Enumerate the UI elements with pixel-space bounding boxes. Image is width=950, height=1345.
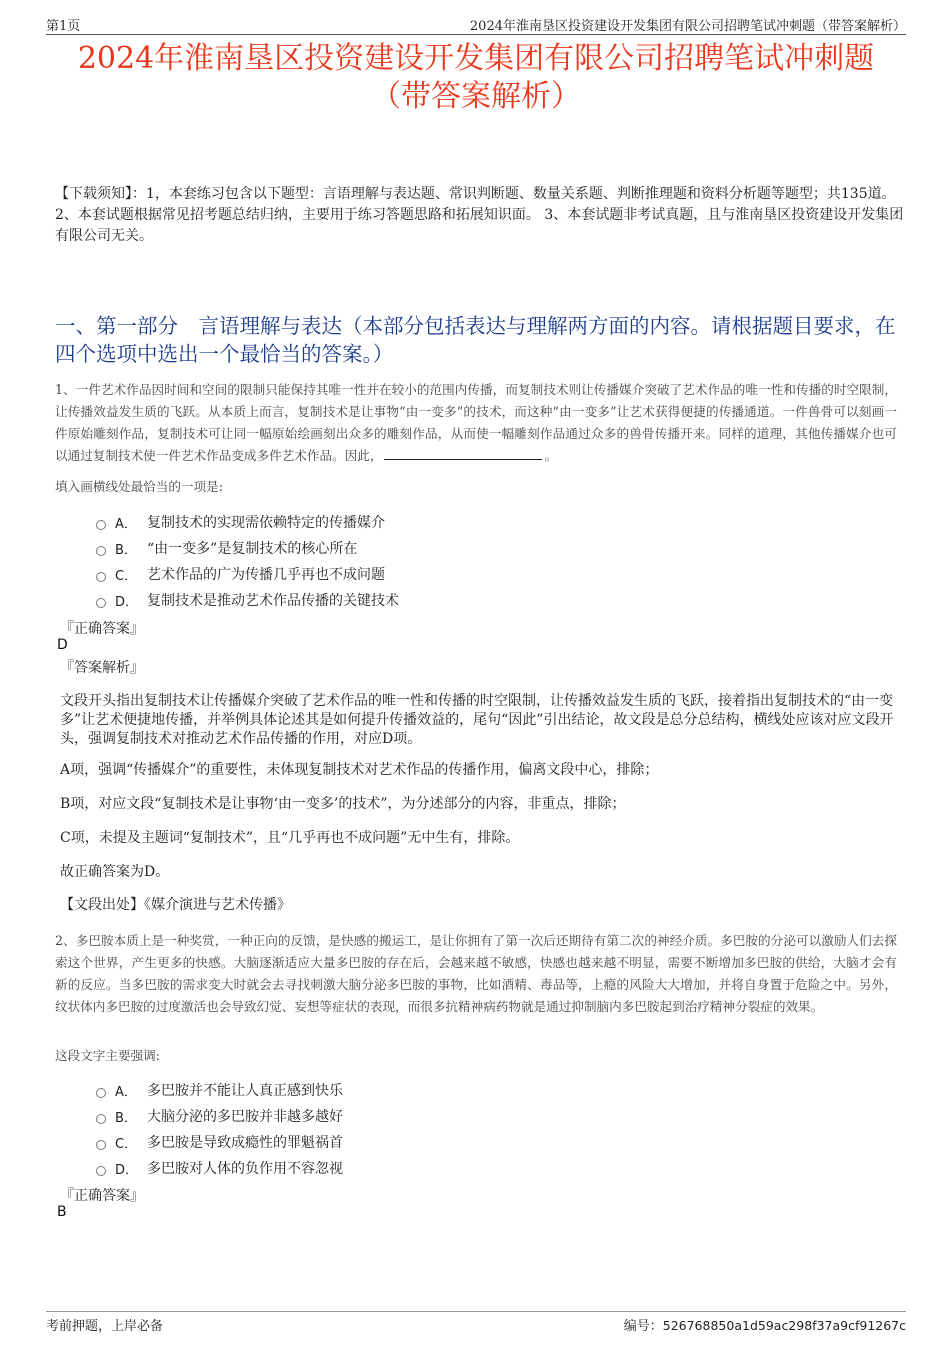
- answer-label: 『正确答案』: [60, 621, 144, 637]
- answer-label: 『正确答案』: [60, 1188, 144, 1204]
- footer-slogan: 考前押题，上岸必备: [46, 1319, 164, 1334]
- page-header: [46, 14, 906, 35]
- header-doc-title: 2024年淮南垦区投资建设开发集团有限公司招聘笔试冲刺题（带答案解析）: [469, 19, 906, 34]
- question-2-stem: 2、多巴胺本质上是一种奖赏，一种正向的反馈，是快感的搬运工，是让你拥有了第一次后还期待有第二次的神经介质。多巴胺的分泌可以激励人们去探索这个世界，产生更多的快感。大脑逐渐适应大量多巴胺的存在后，会越来越不敏感，快感也越来越不明显，需要不断增加多巴胺的供给，大脑才会有新的反应。当多巴胺的需求变大时就会去寻找刺激大脑分泌多巴胺的事物，比如酒精、毒品等，上瘾的风险大大增加，并将自身置于危险之中。另外，纹状体内多巴胺的过度激活也会导致幻觉、妄想等症状的表现，而很多抗精神病药物就是通过抑制脑内多巴胺起到治疗精神分裂症的效果。: [55, 933, 897, 1014]
- radio-icon[interactable]: [96, 598, 106, 608]
- source-citation: 【文段出处】《媒介演进与艺术传播》: [60, 897, 291, 913]
- radio-icon[interactable]: [96, 1166, 106, 1176]
- radio-icon[interactable]: [96, 1140, 106, 1150]
- answer-value: B: [57, 1204, 67, 1220]
- document-title: [46, 40, 906, 116]
- radio-icon[interactable]: [96, 572, 106, 582]
- option-a[interactable]: A． 多巴胺并不能让人真正感到快乐: [96, 1077, 696, 1103]
- page-number: 第1页: [46, 19, 81, 34]
- analysis-paragraph: 文段开头指出复制技术让传播媒介突破了艺术作品的唯一性和传播的时空限制，让传播效益发生质的飞跃，接着指出复制技术的“由一变多”让艺术便捷地传播，并举例具体论述其是如何提升传播效益的，尾句“因此”引出结论，故文段是总分总结构，横线处应该对应文段开头，强调复制技术对推动艺术作品传播的作用，对应D项。: [60, 693, 894, 747]
- fill-blank: [384, 447, 542, 460]
- option-d[interactable]: D． 多巴胺对人体的负作用不容忽视: [96, 1155, 696, 1181]
- title-line-2: （带答案解析）: [371, 79, 581, 114]
- radio-icon[interactable]: [96, 546, 106, 556]
- radio-icon[interactable]: [96, 520, 106, 530]
- analysis-label: 『答案解析』: [60, 660, 144, 676]
- option-c[interactable]: C． 多巴胺是导致成瘾性的罪魁祸首: [96, 1129, 696, 1155]
- analysis-paragraph: 故正确答案为D。: [60, 864, 170, 880]
- radio-icon[interactable]: [96, 1114, 106, 1124]
- title-line-1: 2024年淮南垦区投资建设开发集团有限公司招聘笔试冲刺题: [77, 41, 875, 76]
- question-1-options: [96, 509, 696, 613]
- option-b[interactable]: B． “由一变多”是复制技术的核心所在: [96, 535, 696, 561]
- question-1-prompt: 填入画横线处最恰当的一项是:: [55, 479, 223, 494]
- section-heading: 一、第一部分 言语理解与表达（本部分包括表达与理解两方面的内容。请根据题目要求，在四个选项中选出一个最恰当的答案。）: [55, 314, 896, 366]
- document-code: 编号：526768850a1d59ac298f37a9cf91267c: [623, 1318, 906, 1334]
- question-1-text: 1、一件艺术作品因时间和空间的限制只能保持其唯一性并在较小的范围内传播，而复制技术则让传播媒介突破了艺术作品的唯一性和传播的时空限制，让传播效益发生质的飞跃。从本质上而言，复制技术是让事物“由一变多”的技术，而这种“由一变多”让艺术获得便捷的传播通道。一件兽骨可以刻画一件原始雕刻作品，复制技术可让同一幅原始绘画刻出众多的雕刻作品，从而使一幅雕刻作品通过众多的兽骨传播开来。同样的道理，其他传播媒介也可以通过复制技术使一件艺术作品变成多件艺术作品。因此，: [55, 382, 897, 463]
- page-footer: [46, 1311, 906, 1334]
- question-2-prompt: 这段文字主要强调:: [55, 1048, 160, 1063]
- question-2-options: [96, 1077, 696, 1181]
- analysis-paragraph: C项，未提及主题词“复制技术”，且“几乎再也不成问题”无中生有，排除。: [60, 830, 520, 846]
- analysis-paragraph: B项，对应文段“复制技术是让事物‘由一变多’的技术”，为分述部分的内容，非重点，排除；: [60, 796, 626, 812]
- radio-icon[interactable]: [96, 1088, 106, 1098]
- answer-value: D: [57, 637, 68, 653]
- analysis-paragraph: A项，强调“传播媒介”的重要性，未体现复制技术对艺术作品的传播作用，偏离文段中心，排除；: [60, 762, 659, 778]
- option-d[interactable]: D． 复制技术是推动艺术作品传播的关键技术: [96, 587, 696, 613]
- option-a[interactable]: A． 复制技术的实现需依赖特定的传播媒介: [96, 509, 696, 535]
- question-1-stem-end: 。: [544, 448, 558, 463]
- option-c[interactable]: C． 艺术作品的广为传播几乎再也不成问题: [96, 561, 696, 587]
- question-1-stem: [55, 379, 897, 467]
- download-notice: 【下载须知】：1，本套练习包含以下题型：言语理解与表达题、常识判断题、数量关系题、判断推理题和资料分析题等题型；共135道。 2、本套试题根据常见招考题总结归纳，主要用于练习答题思路和拓展知识面。 3、本套试题非考试真题，且与淮南垦区投资建设开发集团有限公司无关。: [55, 186, 904, 244]
- option-b[interactable]: B． 大脑分泌的多巴胺并非越多越好: [96, 1103, 696, 1129]
